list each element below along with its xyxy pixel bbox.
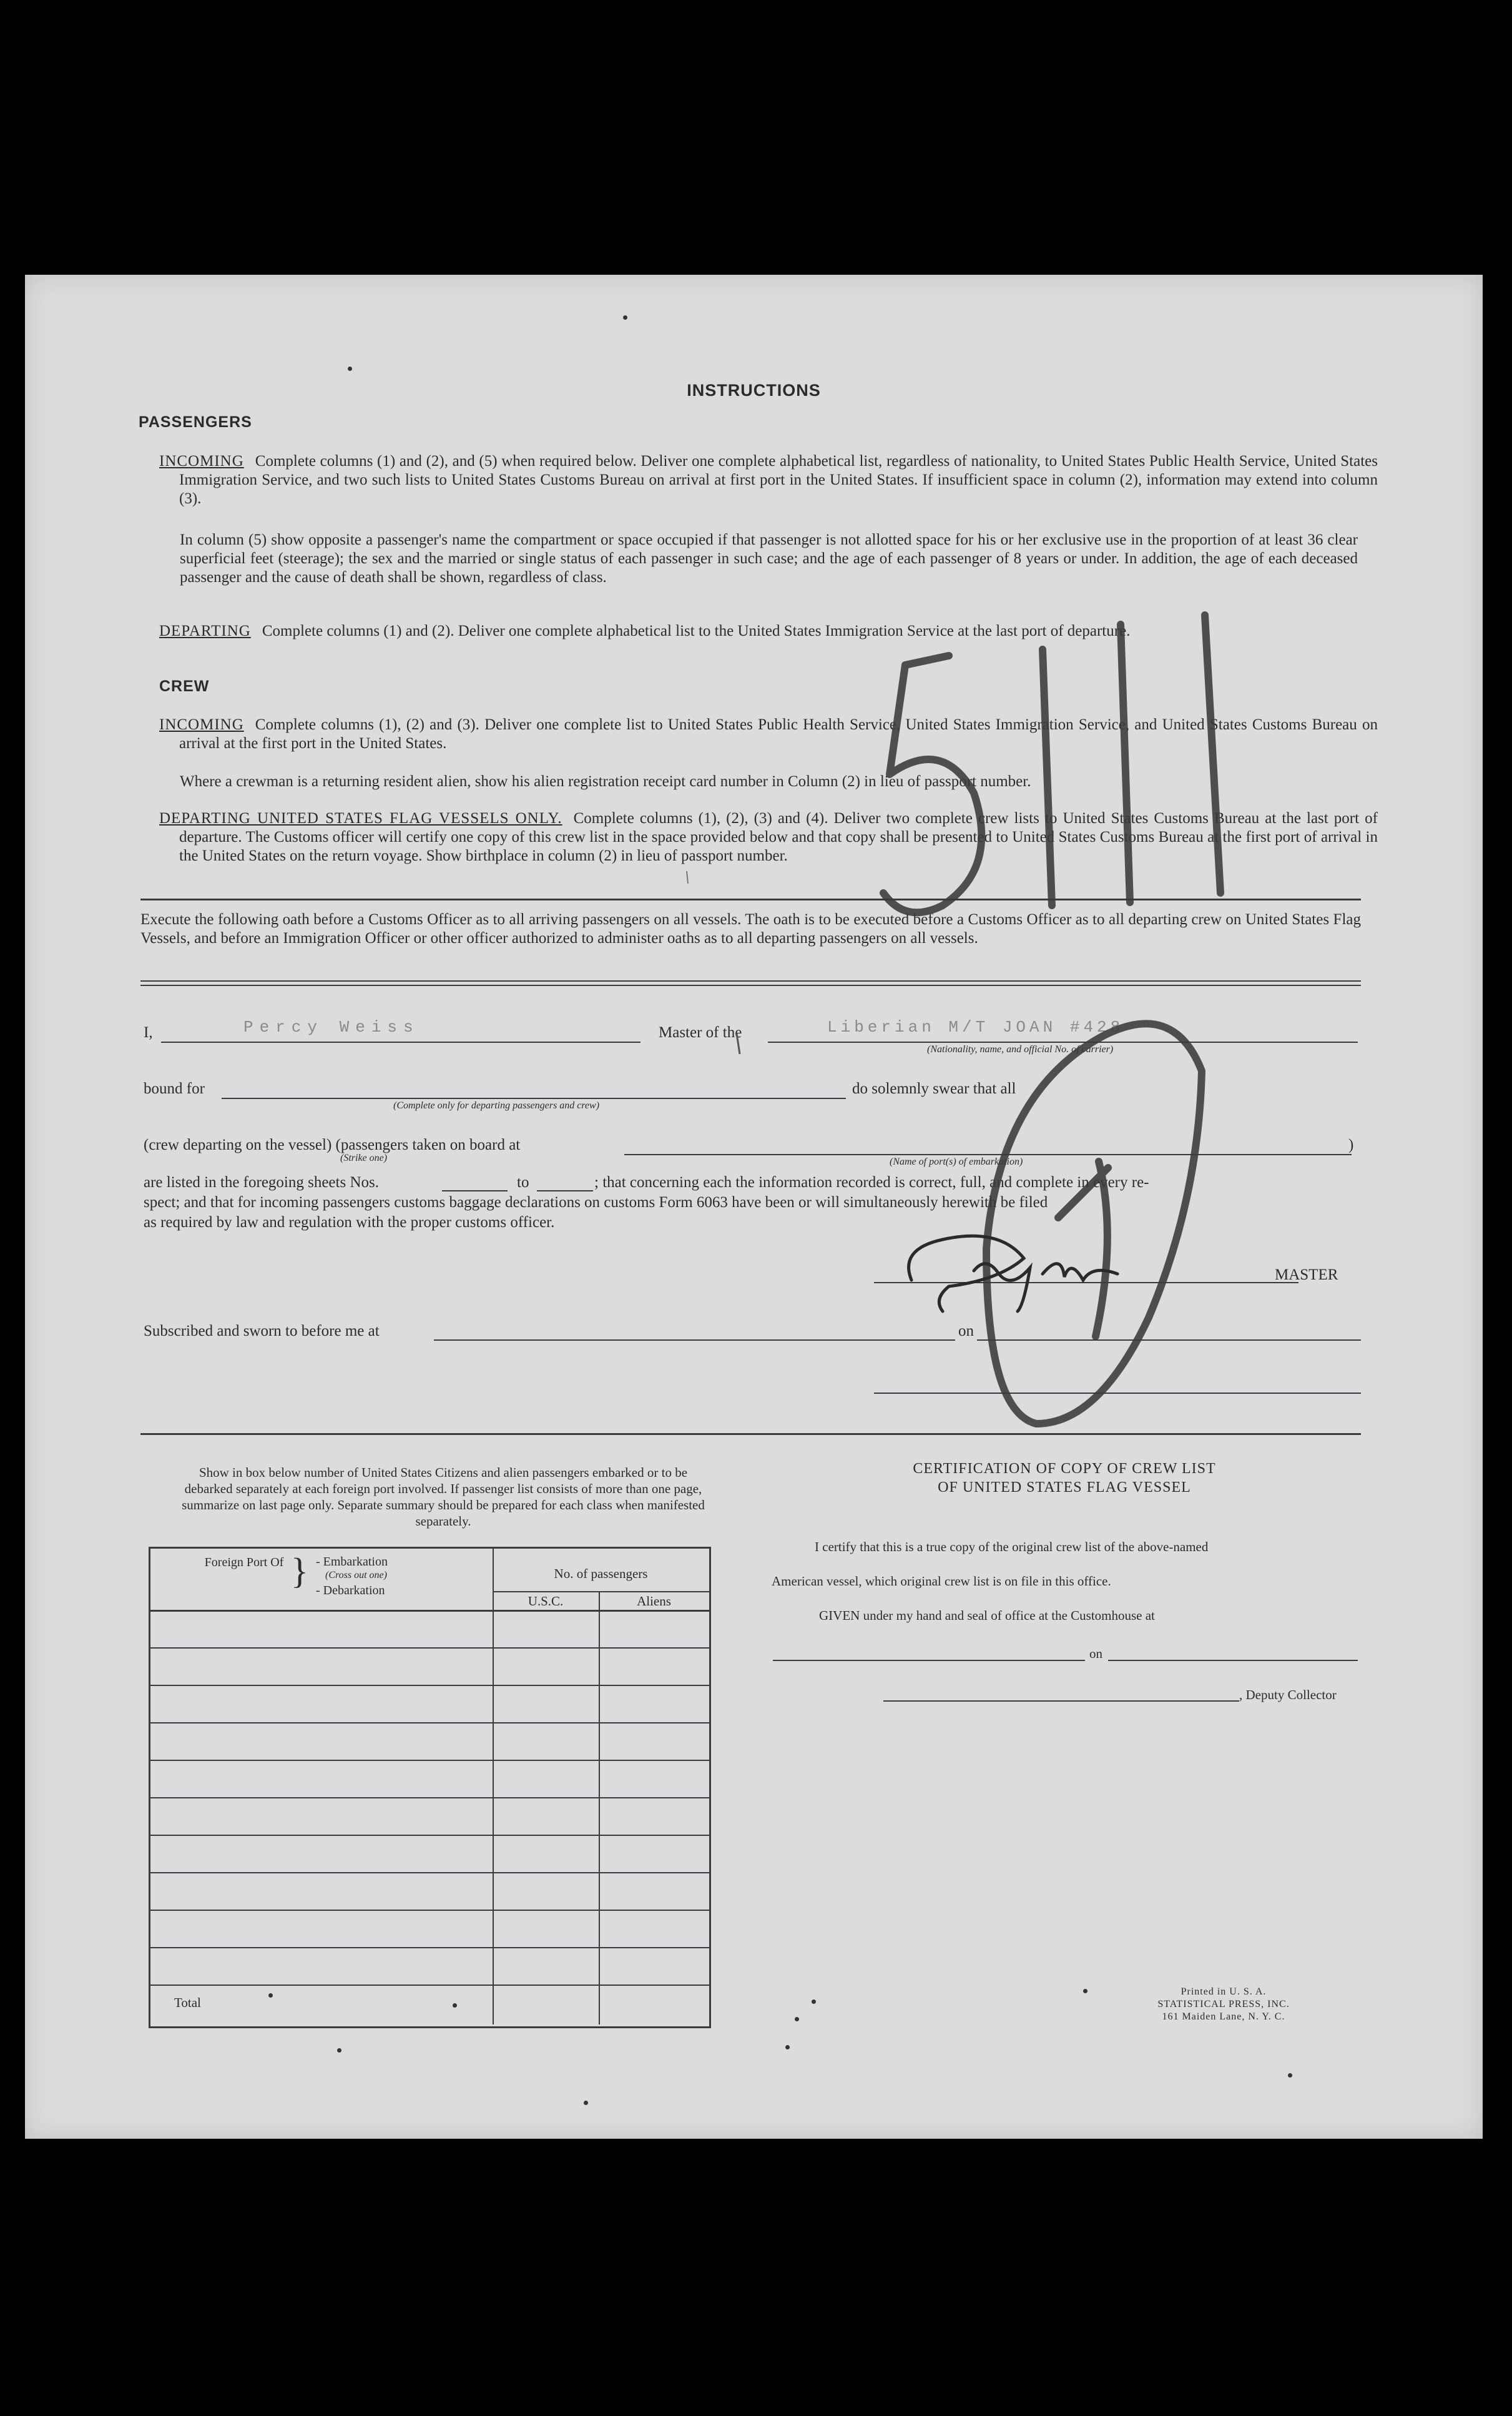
embarkation-label: - Embarkation [316,1555,388,1569]
debarkation-label: - Debarkation [316,1584,385,1597]
vessel-caption: (Nationality, name, and official No. of carrier) [927,1044,1114,1055]
master-of-label: Master of the [659,1024,742,1041]
listed-text-1: are listed in the foregoing sheets Nos. [144,1174,379,1191]
master-signature [909,1236,1117,1311]
departing-flag-label: DEPARTING UNITED STATES FLAG VESSELS ONLY. [159,810,562,827]
on-label: on [958,1323,974,1339]
i-label: I, [144,1024,153,1041]
certification-text-3: GIVEN under my hand and seal of office at the Customhouse at [819,1608,1155,1623]
incoming-text: Complete columns (1) and (2), and (5) when required below. Deliver one complete alphabetical list, regardless of nationality, to United States Public Health Service, United States Immigration Service, and two such lists to United States Customs Bureau on arrival at first port in the United States. If insufficient space in column (2), information may extend into column (3). [179,453,1378,507]
deputy-label: , Deputy Collector [1239,1687,1337,1702]
oath-intro: Execute the following oath before a Customs Officer as to all arriving passengers on all vessels. The oath is to be executed before a Customs Officer as to all departing crew on United States Flag Vessels, and before an Immigration Officer or other officer authorized to administer oaths as to all departing passengers on all vessels. [140,911,1361,947]
certification-title-1: CERTIFICATION OF COPY OF CREW LIST [913,1461,1216,1477]
pencil-tick [737,1033,740,1054]
close-paren: ) [1348,1137,1354,1153]
crew-incoming-text: Complete columns (1), (2) and (3). Deliver one complete list to United States Public Health Service, United States Immigration Service, and United States Customs Bureau on arrival at the first port in the United States. [179,716,1378,752]
handwriting-overlay [25,275,1483,2139]
instructions-title: INSTRUCTIONS [687,381,821,400]
document-page [25,275,1483,2139]
cert-on-label: on [1089,1646,1102,1661]
printer-line-3: 161 Maiden Lane, N. Y. C. [1162,2011,1285,2022]
foreign-port-of: Foreign Port Of [204,1556,284,1569]
column5-paragraph: In column (5) show opposite a passenger's name the compartment or space occupied if that passenger is not allotted space for his or her exclusive use in the proportion of at least 36 clear superficial feet (steerage); the sex and the married or single status of each passenger in such case; and the age of each passenger of 8 years or under. In addition, the age of each deceased passenger and the cause of death shall be shown, regardless of class. [180,531,1358,586]
certification-text-2: American vessel, which original crew list is on file in this office. [772,1574,1111,1589]
crewman-paragraph: Where a crewman is a returning resident alien, show his alien registration receipt card number in Column (2) in lieu of passport number. [180,773,1031,790]
printer-line-1: Printed in U. S. A. [1181,1986,1267,1997]
cross-out-label: (Cross out one) [325,1570,387,1580]
certification-text-1: I certify that this is a true copy of the original crew list of the above-named [815,1539,1209,1554]
incoming-label: INCOMING [159,453,244,470]
port-caption: (Name of port(s) of embarkation) [890,1156,1023,1167]
to-label: to [517,1174,529,1191]
departing-flag-text: Complete columns (1), (2), (3) and (4). Deliver two complete crew lists to United States Customs Bureau at the last port of departure. The Customs officer will certify one copy of this crew list in the space provided below and that copy shall be presented to United States Customs Bureau at the first port of arrival in the United States on the return voyage. Show birthplace in column (2) in lieu of passport number. [179,810,1378,864]
pencil-tick [687,871,688,884]
master-label: MASTER [1275,1266,1338,1283]
total-label: Total [174,1995,201,2010]
passengers-heading: PASSENGERS [139,413,252,431]
subscribed-label: Subscribed and sworn to before me at [144,1323,380,1339]
brace-glyph: } [291,1551,308,1591]
summary-instructions: Show in box below number of United States Citizens and alien passengers embarked or to be debarked separately at each foreign port involved. If passenger list consists of more than one page, summarize on last page only. Separate summary should be prepared for each class when manifested separately. [182,1465,705,1529]
departing-label: DEPARTING [159,623,251,639]
vessel-name: Liberian M/T JOAN #428 [827,1018,1124,1037]
no-passengers-header: No. of passengers [554,1566,648,1581]
departing-text: Complete columns (1) and (2). Deliver one complete alphabetical list to the United States Immigration Service at the last port of departure. [262,623,1131,639]
bound-caption: (Complete only for departing passengers and crew) [393,1100,600,1111]
aliens-header: Aliens [637,1594,671,1609]
page-number-handwriting [883,615,1220,1424]
crew-departing-text: (crew departing on the vessel) (passengers taken on board at [144,1137,521,1153]
certification-title-2: OF UNITED STATES FLAG VESSEL [938,1479,1191,1496]
bound-for-label: bound for [144,1080,205,1097]
printer-line-2: STATISTICAL PRESS, INC. [1157,1999,1290,2009]
strike-one: (Strike one) [340,1153,388,1163]
crew-incoming-label: INCOMING [159,716,244,733]
listed-text-3: spect; and that for incoming passengers customs baggage declarations on customs Form 6063 have been or will simultaneously herewith be filed [144,1194,1048,1211]
usc-header: U.S.C. [528,1594,564,1609]
listed-text-2: ; that concerning each the information recorded is correct, full, and complete in every re- [594,1174,1149,1191]
master-name: Percy Weiss [243,1018,420,1037]
swear-text: do solemnly swear that all [852,1080,1016,1097]
listed-text-4: as required by law and regulation with the proper customs officer. [144,1214,555,1231]
crew-heading: CREW [159,678,210,695]
